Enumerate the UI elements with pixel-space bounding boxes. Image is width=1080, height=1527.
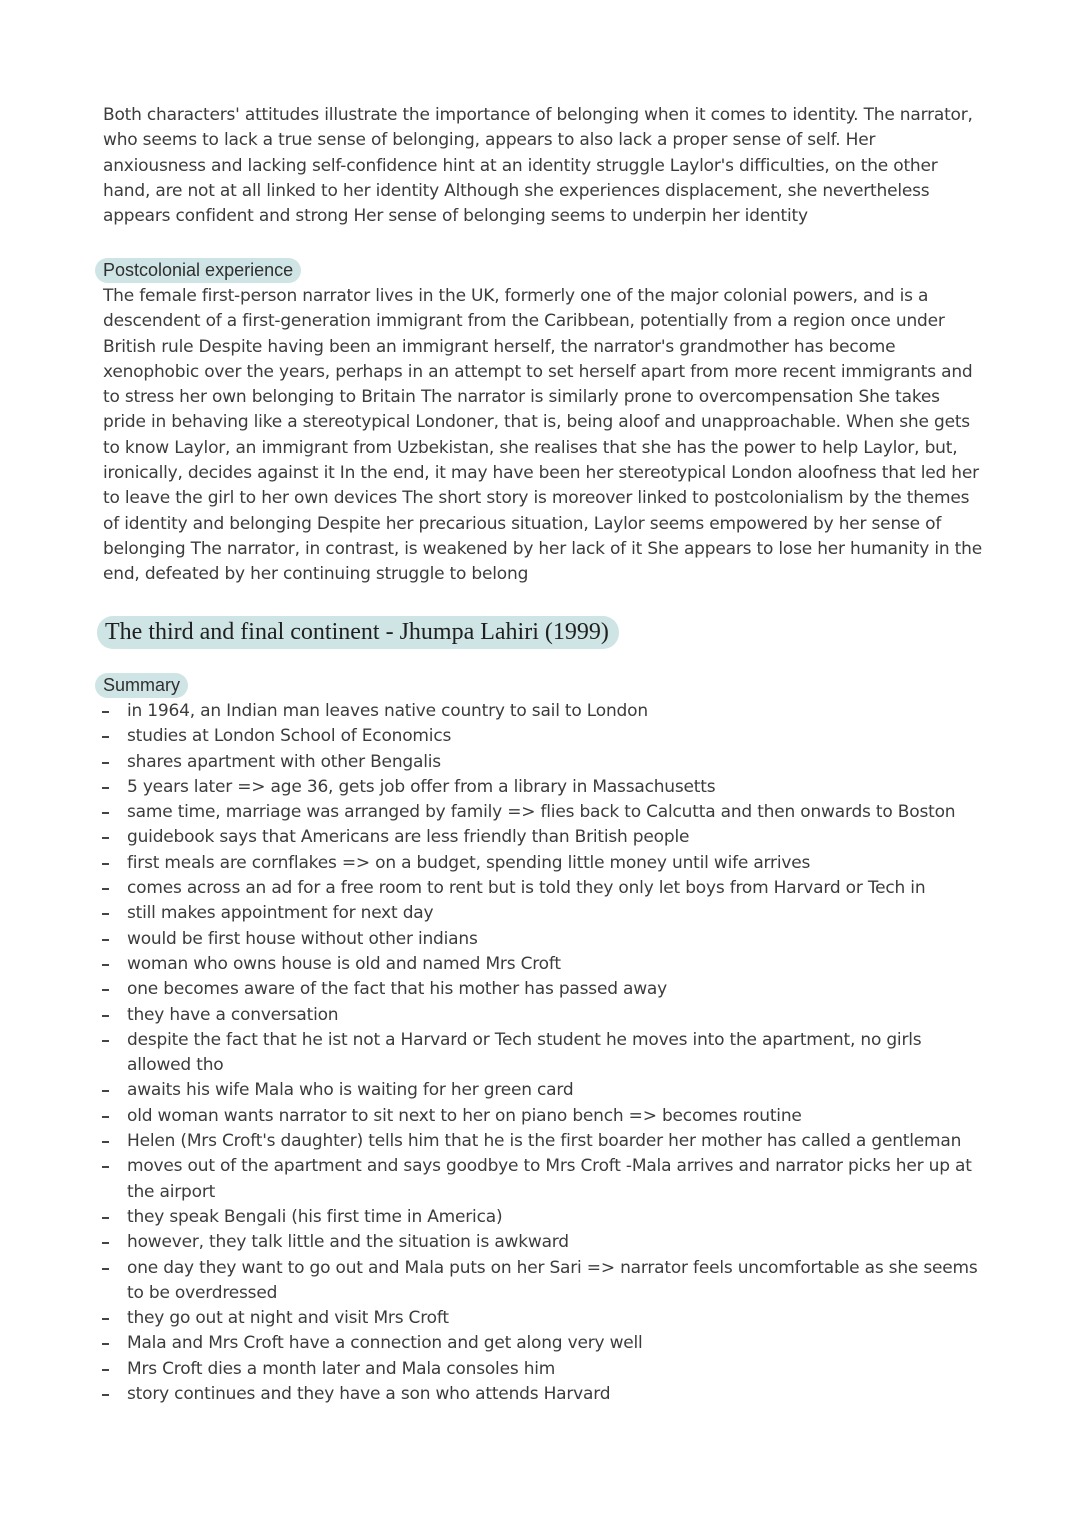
list-item: in 1964, an Indian man leaves native country to sail to London [100,699,980,724]
list-item: first meals are cornflakes => on a budget, spending little money until wife arrives [100,851,980,876]
list-item: old woman wants narrator to sit next to her on piano bench => becomes routine [100,1104,980,1129]
list-item: would be first house without other indians [100,927,980,952]
summary-label: Summary [95,673,188,698]
list-item: still makes appointment for next day [100,901,980,926]
list-item: despite the fact that he ist not a Harvard or Tech student he moves into the apartment, no girls allowed tho [100,1028,980,1079]
list-item: one becomes aware of the fact that his mother has passed away [100,977,980,1002]
section-heading: The third and final continent - Jhumpa Lahiri (1999) [97,616,619,649]
list-item: guidebook says that Americans are less friendly than British people [100,825,980,850]
intro-paragraph: Both characters' attitudes illustrate the importance of belonging when it comes to identity. The narrator, who seems to lack a true sense of belonging, appears to also lack a proper sense of self. Her anxiousness and lacking self-confidence hint at an identity struggle Laylor's difficulties, on the other hand, are not at all linked to her identity Although she experiences displacement, she nevertheless appears confident and strong Her sense of belonging seems to underpin her identity [103,105,973,227]
list-item: Mrs Croft dies a month later and Mala consoles him [100,1357,980,1382]
postcolonial-paragraph: The female first-person narrator lives in the UK, formerly one of the major colonial powers, and is a descendent of a first-generation immigrant from the Caribbean, potentially from a region once under British rule Despite having been an immigrant herself, the narrator's grandmother has become xenophobic over the years, perhaps in an attempt to set herself apart from more recent immigrants and to stress her own belonging to Britain The narrator is similarly prone to overcompensation She takes pride in behaving like a stereotypical Londoner, that is, being aloof and unapproachable. When she gets to know Laylor, an immigrant from Uzbekistan, she realises that she has the power to help Laylor, but, ironically, decides against it In the end, it may have been her stereotypical London aloofness that led her to leave the girl to her own devices The short story is moreover linked to postcolonialism by the themes of identity and belonging Despite her precarious situation, Laylor seems empowered by her sense of belonging The narrator, in contrast, is weakened by her lack of it She appears to lose her humanity in the end, defeated by her continuing struggle to belong [103,286,982,585]
list-item: studies at London School of Economics [100,724,980,749]
list-item: shares apartment with other Bengalis [100,750,980,775]
list-item: 5 years later => age 36, gets job offer from a library in Massachusetts [100,775,980,800]
postcolonial-label: Postcolonial experience [95,258,301,283]
list-item: they have a conversation [100,1003,980,1028]
list-item: story continues and they have a son who attends Harvard [100,1382,980,1407]
list-item: woman who owns house is old and named Mrs Croft [100,952,980,977]
list-item: they speak Bengali (his first time in America) [100,1205,980,1230]
list-item: however, they talk little and the situation is awkward [100,1230,980,1255]
list-item: Helen (Mrs Croft's daughter) tells him that he is the first boarder her mother has called a gentleman [100,1129,980,1154]
list-item: comes across an ad for a free room to rent but is told they only let boys from Harvard or Tech in [100,876,980,901]
list-item: same time, marriage was arranged by family => flies back to Calcutta and then onwards to Boston [100,800,980,825]
list-item: awaits his wife Mala who is waiting for her green card [100,1078,980,1103]
list-item: one day they want to go out and Mala puts on her Sari => narrator feels uncomfortable as she seems to be overdressed [100,1256,980,1307]
list-item: Mala and Mrs Croft have a connection and get along very well [100,1331,980,1356]
list-item: they go out at night and visit Mrs Croft [100,1306,980,1331]
list-item: moves out of the apartment and says goodbye to Mrs Croft -Mala arrives and narrator picks her up at the airport [100,1154,980,1205]
summary-list [100,699,980,1407]
